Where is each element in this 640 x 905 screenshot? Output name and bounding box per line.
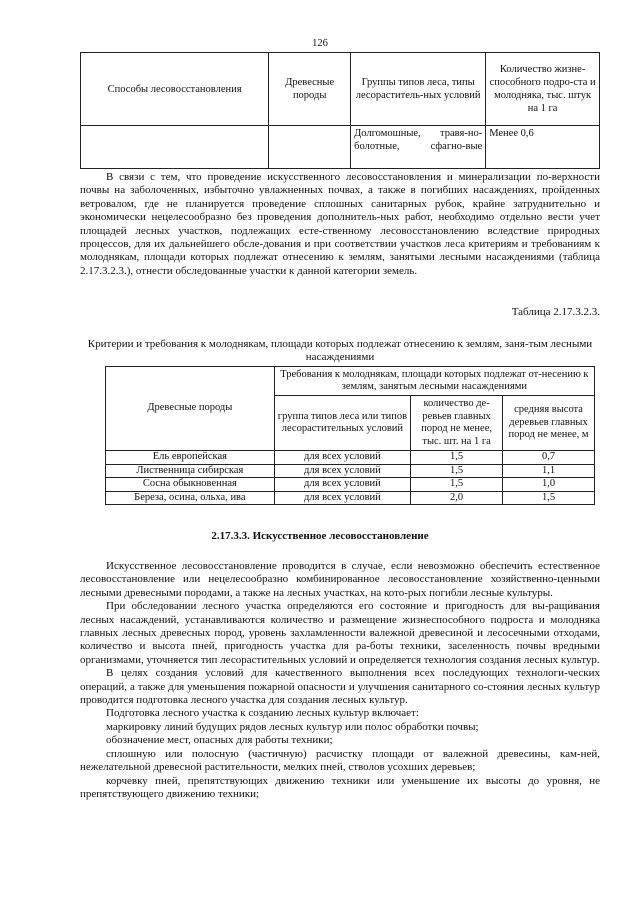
cell-height: 1,1: [503, 464, 595, 478]
cell-species: Ель европейская: [106, 451, 275, 465]
paragraph: сплошную или полосную (частичную) расчистку площади от валежной древесины, кам-ней, нежелательной древесной растительности, мелких пней, стволов усохших деревьев;: [80, 747, 600, 774]
header-tree-count: количество де-ревьев главных пород не менее, тыс. шт. на 1 га: [411, 396, 503, 451]
table-row: [106, 451, 595, 465]
table-header-row: [106, 367, 595, 396]
cell-height: 1,5: [503, 491, 595, 505]
cell-species: Береза, осина, ольха, ива: [106, 491, 275, 505]
paragraph: В целях создания условий для качественного выполнения всех последующих технологи-ческих операций, а также для уменьшения пожарной опасности и улучшения санитарного со-стояния лесных культур проводится подготовка лесного участка для создания лесных культур.: [80, 667, 600, 707]
cell-methods: [81, 126, 269, 169]
young-stands-criteria-table: [105, 366, 595, 505]
table-row: [106, 464, 595, 478]
paragraph: маркировку линий будущих рядов лесных культур или полос обработки почвы;: [106, 720, 479, 733]
paragraph-natural-regeneration: [80, 171, 600, 278]
header-tree-species: Древесные породы: [106, 367, 275, 451]
header-undergrowth-count: Количество жизне-способного подро-ста и молодняка, тыс. штук на 1 га: [486, 53, 600, 126]
cell-species: Сосна обыкновенная: [106, 478, 275, 492]
cell-forest-types: Долгомошные, травя-но-болотные, сфагно-вые: [351, 126, 486, 169]
criteria-table-continuation: [80, 52, 600, 169]
paragraph-text: В связи с тем, что проведение искусственного лесовосстановления и минерализации по-верхности почвы на заболоченных, избыточно увлажненных почвах, а также в погибших насаждениях, пройденных ветровалом, где не планируется проведение сплошных санитарных рубок, крайне затруднительно и экономически нецелесообразно без проведения дополнитель-ных работ, необходимо отдельно вести учет площадей лесных участков, подлежащих есте-ственному лесовосстановлению вследствие природных процессов, для их дальнейшего обсле-дования и при соответствии участков леса критериям и требованиям к молоднякам, площади которых подлежат отнесению к землям, занятыми лесными насаждениями (таблица 2.17.3.2.3.), отнести обследованные участки к данной категории земель.: [80, 171, 600, 277]
cell-species: Лиственница сибирская: [106, 464, 275, 478]
table-row: [106, 478, 595, 492]
section-heading: 2.17.3.3. Искусственное лесовосстановление: [211, 530, 429, 542]
cell-height: 1,0: [503, 478, 595, 492]
table-label: Таблица 2.17.3.2.3.: [511, 306, 600, 318]
cell-count: Менее 0,6: [486, 126, 600, 169]
header-methods: Способы лесовосстановления: [81, 53, 269, 126]
paragraph: Искусственное лесовосстановление проводится в случае, если невозможно обеспечить естественное лесовосстановление или нецелесообразно комбинированное лесовосстановление хозяйственно-ценными лесными древесными породами, а также на лесных участках, на кото-рых погибли лесные культуры.: [80, 560, 600, 599]
header-species: Древесные породы: [269, 53, 351, 126]
header-forest-type-group: группа типов леса или типов лесорастительных условий: [274, 396, 410, 451]
paragraph: При обследовании лесного участка определяются его состояние и пригодность для вы-ращивания лесных насаждений, устанавливаются количество и размещение жизнеспособного подроста и молодняка главных лесных древесных пород, уровень захламленности валежной древесиной и лесосечными отходами, количество и высота пней, пригодность участка для ра-боты техники, заселенность почвы вредными организмами, уточняется тип лесорастительных условий и определяется технология создания лесных культур.: [80, 600, 600, 666]
header-forest-types: Группы типов леса, типы лесораститель-ных условий: [351, 53, 486, 126]
table-row: [106, 491, 595, 505]
header-average-height: средняя высота деревьев главных пород не менее, м: [503, 396, 595, 451]
cell-count: 1,5: [411, 451, 503, 465]
cell-conditions: для всех условий: [274, 491, 410, 505]
cell-count: 1,5: [411, 478, 503, 492]
header-requirements: Требования к молоднякам, площади которых подлежат от-несению к землям, занятым лесными насаждениями: [274, 367, 594, 396]
artificial-regeneration-text: [80, 560, 600, 801]
paragraph: корчевку пней, препятствующих движению техники или уменьшение их высоты до уровня, не препятствующего движению техники;: [80, 774, 600, 800]
table-header-row: [81, 53, 600, 126]
cell-height: 0,7: [503, 451, 595, 465]
paragraph: Подготовка лесного участка к созданию лесных культур включает:: [106, 707, 419, 720]
cell-conditions: для всех условий: [274, 451, 410, 465]
page-number: 126: [312, 38, 328, 49]
table-caption: Критерии и требования к молоднякам, площади которых подлежат отнесению к землям, заня-тым лесными насаждениями: [87, 338, 593, 363]
paragraph: обозначение мест, опасных для работы техники;: [106, 734, 333, 747]
table-row: [81, 126, 600, 169]
cell-conditions: для всех условий: [274, 464, 410, 478]
cell-count: 1,5: [411, 464, 503, 478]
cell-species: [269, 126, 351, 169]
cell-count: 2,0: [411, 491, 503, 505]
cell-conditions: для всех условий: [274, 478, 410, 492]
